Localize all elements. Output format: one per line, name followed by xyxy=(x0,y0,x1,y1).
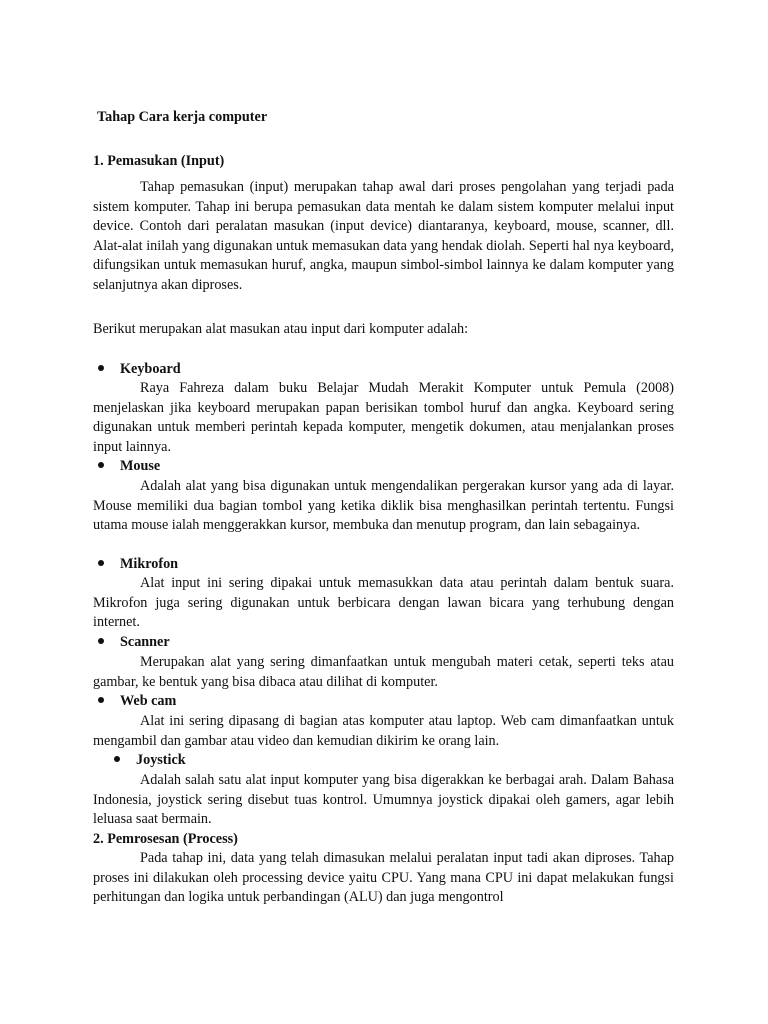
list-item-description: Merupakan alat yang sering dimanfaatkan untuk mengubah materi cetak, seperti teks atau gambar, ke bentuk yang bisa dibaca atau dilihat di komputer. xyxy=(93,654,674,690)
list-item-mouse xyxy=(93,457,160,476)
list-item-description: Raya Fahreza dalam buku Belajar Mudah Merakit Komputer untuk Pemula (2008) menjelaskan jika keyboard merupakan papan berisikan tombol huruf dan angka. Keyboard sering digunakan untuk memberi perintah kepada komputer, mengetik dokumen, atau menjalankan proses input lainnya. xyxy=(93,380,674,455)
bullet-icon xyxy=(114,756,120,762)
list-item-title: Joystick xyxy=(136,752,186,768)
list-item-title: Web cam xyxy=(120,693,177,709)
list-item-scanner xyxy=(93,633,170,652)
bullet-icon xyxy=(98,462,104,468)
list-item-keyboard xyxy=(93,360,181,379)
list-item-joystick xyxy=(109,751,186,770)
list-item-title: Scanner xyxy=(120,634,170,650)
section-heading-process: 2. Pemrosesan (Process) xyxy=(93,831,238,847)
bullet-icon xyxy=(98,638,104,644)
list-item-description: Alat input ini sering dipakai untuk memasukkan data atau perintah dalam bentuk suara. Mikrofon juga sering digunakan untuk berbicara dengan lawan bicara yang terhubung dengan internet. xyxy=(93,575,674,631)
document-title: Tahap Cara kerja computer xyxy=(97,109,268,125)
list-item-mikrofon xyxy=(93,555,178,574)
bullet-icon xyxy=(98,365,104,371)
section-paragraph-process: Pada tahap ini, data yang telah dimasukan melalui peralatan input tadi akan diproses. Tahap proses ini dilakukan oleh processing device yaitu CPU. Yang mana CPU ini dapat melakukan fungsi perhitungan dan logika untuk perbandingan (ALU) dan juga mengontrol xyxy=(93,850,674,906)
list-item-description: Alat ini sering dipasang di bagian atas komputer atau laptop. Web cam dimanfaatkan untuk mengambil dan gambar atau video dan kemudian dikirim ke orang lain. xyxy=(93,713,674,749)
bullet-icon xyxy=(98,697,104,703)
section-paragraph-input: Tahap pemasukan (input) merupakan tahap awal dari proses pengolahan yang terjadi pada sistem komputer. Tahap ini berupa pemasukan data mentah ke dalam sistem komputer melalui input device. Contoh dari peralatan masukan (input device) diantaranya, keyboard, mouse, scanner, dll. Alat-alat inilah yang digunakan untuk memasukan data yang hendak diolah. Seperti hal nya keyboard, difungsikan untuk memasukan huruf, angka, maupun simbol-simbol lainnya ke dalam komputer yang selanjutnya akan diproses. xyxy=(93,179,674,293)
list-item-webcam xyxy=(93,692,176,711)
list-item-title: Mouse xyxy=(120,458,161,474)
section-heading-input: 1. Pemasukan (Input) xyxy=(93,153,225,169)
list-item-title: Keyboard xyxy=(120,361,181,377)
list-item-description: Adalah salah satu alat input komputer yang bisa digerakkan ke berbagai arah. Dalam Bahasa Indonesia, joystick sering disebut tuas kontrol. Umumnya joystick dipakai oleh gamers, agar lebih leluasa saat bermain. xyxy=(93,772,674,828)
list-item-title: Mikrofon xyxy=(120,556,179,572)
list-item-description: Adalah alat yang bisa digunakan untuk mengendalikan pergerakan kursor yang ada di layar. Mouse memiliki dua bagian tombol yang ketika diklik bisa menghasilkan perintah tertentu. Fungsi utama mouse ialah menggerakkan kursor, membuka dan menutup program, dan lain sebagainya. xyxy=(93,478,674,534)
device-list-intro: Berikut merupakan alat masukan atau input dari komputer adalah: xyxy=(93,321,469,337)
bullet-icon xyxy=(98,560,104,566)
